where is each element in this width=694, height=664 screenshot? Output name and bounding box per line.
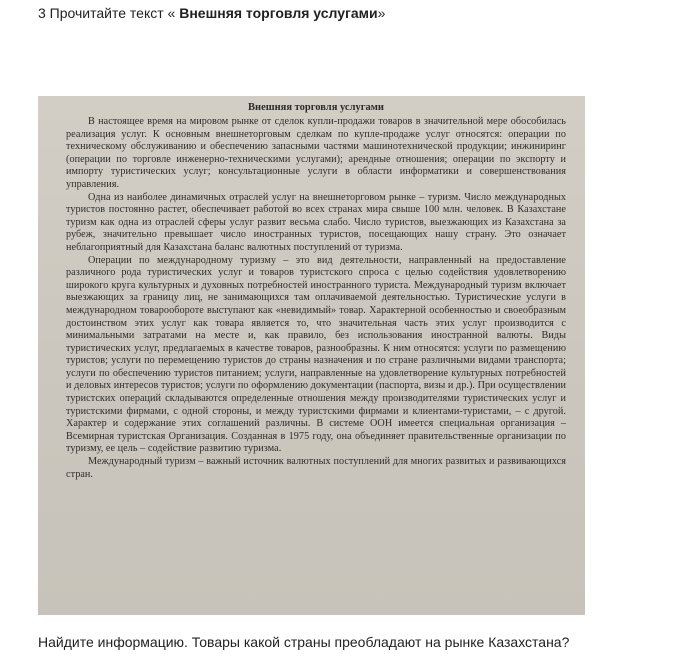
document-paragraph-4: Международный туризм – важный источник валютных поступлений для многих развитых и развивающихся стран.	[66, 456, 566, 480]
textbook-page	[66, 101, 566, 481]
question-text: Найдите информацию. Товары какой страны преобладают на рынке Казахстана?	[38, 634, 570, 650]
document-paragraph-3: Операции по международному туризму – это вид деятельности, направленный на предоставление различного рода туристических услуг и товаров туристского спроса с целью содействия удовлетворению широкого круга культурных и духовных потребностей иностранного туриста. Международный туризм включает выезжающих за границу лиц, не занимающихся там оплачиваемой деятельностью. Туристические услуги в международном товарообороте выступают как «невидимый» товар. Характерной особенностью и своеобразным достоинством этих услуг как товара является то, что значительная часть этих услуг производится с минимальными затратами на месте и, как правило, без использования иностранной валюты. Виды туристических услуг, предлагаемых в качестве товаров, разнообразны. К ним относятся: услуги по размещению туристов; услуги по перемещению туристов до страны назначения и по стране различными видами транспорта; услуги по обеспечению туристов питанием; услуги, направленные на удовлетворение культурных потребностей и деловых интересов туристов; услуги по оформлению документации (паспорта, визы и др.). При осуществлении туристских операций складываются определенные отношения между производителями туристических услуг и туристскими фирмами, с одной стороны, и между туристскими фирмами и клиентами-туристами, – с другой. Характер и содержание этих соглашений различны. В системе ООН имеется специальная организация – Всемирная туристская Организация. Созданная в 1975 году, она объединяет правительственные организации по туризму, ее цель – содействие развитию туризма.	[66, 254, 566, 455]
textbook-photo	[38, 96, 585, 615]
task-heading	[38, 3, 385, 23]
task-heading-prefix: 3 Прочитайте текст «	[38, 5, 180, 21]
task-heading-suffix: »	[377, 5, 386, 21]
document-paragraph-2: Одна из наиболее динамичных отраслей услуг на внешнеторговом рынке – туризм. Число международных туристов постоянно растет, обеспечивает работой во всех странах мира свыше 100 млн. человек. В Казахстане туризм как одна из отраслей сферы услуг развит весьма слабо. Число туристов, выезжающих из Казахстана за рубеж, значительно превышает число иностранных туристов, посещающих нашу страну. Это означает неблагоприятный для Казахстана баланс валютных поступлений от туризма.	[66, 191, 566, 253]
document-title: Внешняя торговля услугами	[248, 102, 384, 113]
task-heading-title: Внешняя торговля услугами	[179, 5, 378, 21]
document-paragraph-1: В настоящее время на мировом рынке от сделок купли-продажи товаров в значительной мере обособилась реализация услуг. К основным внешнеторговым сделкам по купле-продаже услуг относятся: операции по техническому обслуживанию и обеспечению запасными частями машинотехнической продукции; инжиниринг (операции по торговле инженерно-техническими услугами); арендные отношения; операции по экспорту и импорту туристических услуг; консультационные услуги в области информатики и совершенствования управления.	[66, 116, 566, 190]
